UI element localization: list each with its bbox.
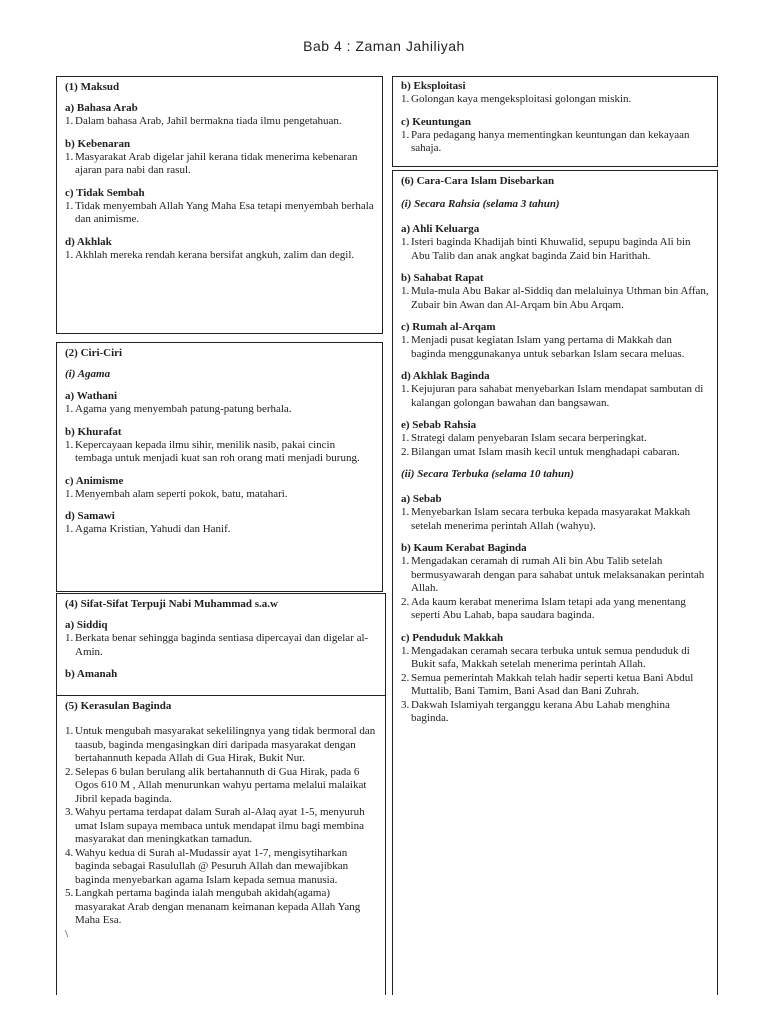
subsection	[65, 390, 374, 417]
section-content	[401, 80, 709, 156]
list-item	[65, 632, 377, 659]
point-list	[65, 439, 374, 466]
subsection-heading: a) Sebab	[401, 493, 442, 505]
list-item	[401, 596, 709, 623]
item-text: Wahyu pertama terdapat dalam Surah al-Alaq ayat 1-5, menyuruh umat Islam supaya membaca untuk mendapat ilmu bagi membina masyarakat dan meningkatkan tamadun.	[75, 806, 365, 845]
item-number: 1.	[401, 506, 410, 518]
item-number: 1.	[65, 523, 74, 535]
subsection-heading: a) Siddiq	[65, 619, 108, 631]
item-text: Menyebarkan Islam secara terbuka kepada masyarakat Makkah setelah menerima perintah Allah (wahyu).	[411, 506, 691, 532]
item-text: Golongan kaya mengeksploitasi golongan miskin.	[411, 93, 632, 105]
subsection-heading: a) Wathani	[65, 390, 118, 402]
section-title: (5) Kerasulan Baginda	[65, 700, 172, 712]
list-item	[65, 200, 374, 227]
item-number: 1.	[401, 555, 410, 567]
list-item	[401, 383, 709, 410]
subsection	[401, 80, 709, 107]
section-title: (2) Ciri-Ciri	[65, 347, 123, 359]
list-item	[401, 446, 709, 460]
box-eksploitasi	[392, 76, 718, 167]
list-item	[401, 432, 709, 446]
subsection	[401, 370, 709, 410]
point-list	[401, 645, 709, 726]
subsection-heading: c) Tidak Sembah	[65, 186, 145, 199]
subsection-heading: a) Bahasa Arab	[65, 102, 138, 114]
point-list	[65, 488, 374, 502]
list-item	[65, 766, 377, 807]
point-list	[401, 285, 709, 312]
subsection-heading: b) Khurafat	[65, 425, 122, 438]
subsection-heading: b) Kebenaran	[65, 137, 131, 150]
item-number: 1.	[65, 199, 74, 212]
item-number: 1.	[401, 285, 410, 297]
item-number: 2.	[65, 765, 74, 778]
item-text: Bilangan umat Islam masih kecil untuk menghadapi cabaran.	[411, 445, 680, 458]
subsection	[401, 542, 709, 623]
subsection	[401, 223, 709, 263]
list-item	[401, 236, 709, 263]
item-number: 2.	[401, 671, 410, 684]
section-subtitle: (ii) Secara Terbuka (selama 10 tahun)	[401, 468, 574, 480]
item-number: 1.	[401, 432, 410, 444]
item-text: Untuk mengubah masyarakat sekelilingnya yang tidak bermoral dan taasub, baginda mengasingkan diri daripada masyarakat dengan bertahannuth kepada Allah di Gua Hirak, Bukit Nur.	[75, 725, 376, 764]
point-list	[401, 506, 709, 533]
item-text: Mula-mula Abu Bakar al-Siddiq dan melaluinya Uthman bin Affan, Zubair bin Awan dan Al-Arqam bin Abu Arqam.	[411, 285, 709, 311]
subsection	[401, 272, 709, 312]
item-text: Langkah pertama baginda ialah mengubah akidah(agama) masyarakat Arab dengan menanam keimanan kepada Allah Yang Maha Esa.	[75, 887, 361, 926]
item-text: Ada kaum kerabat menerima Islam tetapi ada yang menentang seperti Abu Lahab, bapa saudara baginda.	[411, 595, 686, 621]
item-text: Dakwah Islamiyah terganggu kerana Abu Lahab menghina baginda.	[411, 698, 670, 724]
subsection-heading: b) Kaum Kerabat Baginda	[401, 542, 527, 554]
item-number: 1.	[401, 334, 410, 346]
subsection-heading: d) Akhlak Baginda	[401, 370, 490, 382]
item-text: Isteri baginda Khadijah binti Khuwalid, sepupu baginda Ali bin Abu Talib dan anak angkat baginda Zaid bin Harithah.	[411, 236, 691, 262]
box-maksud	[56, 76, 383, 334]
subsection	[65, 426, 374, 466]
subsection-heading: b) Sahabat Rapat	[401, 272, 484, 284]
subsection-heading: e) Sebab Rahsia	[401, 419, 477, 431]
point-list	[65, 523, 374, 537]
item-text: Menjadi pusat kegiatan Islam yang pertama di Makkah dan baginda menggunakanya untuk sebarkan Islam secara meluas.	[411, 334, 685, 360]
subsection-heading: c) Penduduk Makkah	[401, 631, 504, 644]
list-item	[65, 488, 374, 502]
point-list	[65, 403, 374, 417]
item-text: Dalam bahasa Arab, Jahil bermakna tiada ilmu pengetahuan.	[75, 115, 342, 127]
item-text: Para pedagang hanya mementingkan keuntungan dan kekayaan sahaja.	[411, 128, 690, 154]
item-number: 1.	[401, 383, 410, 395]
section-title: (6) Cara-Cara Islam Disebarkan	[401, 175, 555, 187]
subsection	[65, 668, 377, 681]
item-number: 1.	[65, 150, 74, 163]
point-list	[65, 115, 374, 129]
item-text: Agama Kristian, Yahudi dan Hanif.	[75, 523, 231, 535]
item-number: 2.	[401, 445, 410, 458]
section-content	[401, 493, 709, 726]
subsection-heading: b) Eksploitasi	[401, 80, 466, 92]
subsection	[401, 419, 709, 459]
subsection-heading: c) Rumah al-Arqam	[401, 321, 496, 333]
box-ciri	[56, 342, 383, 592]
subsection	[65, 510, 374, 537]
section-subtitle: (i) Secara Rahsia (selama 3 tahun)	[401, 198, 560, 210]
item-number: 1.	[65, 725, 74, 737]
item-text: Masyarakat Arab digelar jahil kerana tidak menerima kebenaran ajaran para nabi dan rasul.	[75, 150, 358, 176]
point-list	[65, 632, 377, 659]
section-content	[65, 619, 377, 681]
item-text: Mengadakan ceramah di rumah Ali bin Abu Talib setelah bermusyawarah dengan para sahabat untuk melaksanakan perintah Allah.	[411, 555, 705, 594]
section-subtitle: (i) Agama	[65, 368, 111, 380]
subsection	[65, 138, 374, 178]
item-number: 1.	[401, 93, 410, 105]
point-list	[401, 236, 709, 263]
point-list	[65, 249, 374, 263]
point-list	[401, 432, 709, 459]
subsection-heading: b) Amanah	[65, 668, 118, 680]
list-item	[401, 334, 709, 361]
point-list	[401, 383, 709, 410]
list-item	[65, 249, 374, 263]
list-item	[401, 645, 709, 672]
item-text: Agama yang menyembah patung-patung berhala.	[75, 403, 292, 415]
item-number: 3.	[65, 806, 74, 818]
item-text: Menyembah alam seperti pokok, batu, matahari.	[75, 487, 288, 500]
point-list	[401, 129, 709, 156]
section-content	[401, 223, 709, 459]
list-item	[401, 285, 709, 312]
section-content	[65, 390, 374, 537]
subsection-heading: c) Animisme	[65, 474, 124, 487]
item-number: 1.	[65, 115, 74, 127]
subsection-heading: c) Keuntungan	[401, 115, 471, 128]
item-number: 1.	[401, 236, 410, 248]
item-number: 1.	[65, 487, 74, 500]
item-number: 1.	[401, 128, 410, 141]
list-item	[401, 129, 709, 156]
subsection	[401, 493, 709, 533]
item-number: 1.	[65, 438, 74, 451]
subsection	[65, 236, 374, 263]
item-number: 2.	[401, 595, 410, 608]
subsection	[65, 102, 374, 129]
item-number: 4.	[65, 846, 74, 859]
point-list	[65, 200, 374, 227]
item-text: Selepas 6 bulan berulang alik bertahannuth di Gua Hirak, pada 6 Ogos 610 M , Allah menurunkan wahyu pertama melalui malaikat Jibril kepada baginda.	[75, 765, 367, 805]
item-text: Akhlah mereka rendah kerana bersifat angkuh, zalim dan degil.	[75, 248, 355, 261]
list-item	[65, 115, 374, 129]
list-item	[65, 806, 377, 847]
section-content	[65, 102, 374, 262]
subsection-heading: d) Samawi	[65, 510, 115, 522]
list-item	[401, 672, 709, 699]
subsection	[65, 619, 377, 659]
list-item	[401, 506, 709, 533]
list-item	[65, 439, 374, 466]
subsection-heading: d) Akhlak	[65, 235, 112, 248]
item-number: 1.	[65, 248, 74, 261]
list-item	[65, 151, 374, 178]
item-number: 1.	[401, 644, 410, 657]
item-text: Kejujuran para sahabat menyebarkan Islam mendapat sambutan di kalangan golongan bawahan dan bangsawan.	[411, 383, 704, 409]
list-item	[65, 523, 374, 537]
subsection-heading: a) Ahli Keluarga	[401, 223, 480, 235]
subsection	[401, 321, 709, 361]
box-sifat	[56, 593, 386, 696]
item-text: Mengadakan ceramah secara terbuka untuk semua penduduk di Bukit safa, Makkah setelah menerima perintah Allah.	[411, 644, 690, 670]
subsection	[401, 116, 709, 156]
point-list	[401, 555, 709, 623]
point-list	[401, 334, 709, 361]
page-title: Bab 4 : Zaman Jahiliyah	[303, 38, 465, 54]
section-title: (4) Sifat-Sifat Terpuji Nabi Muhammad s.a.w	[65, 598, 278, 610]
trailing-mark: \	[65, 927, 69, 940]
point-list	[65, 151, 374, 178]
list-item	[401, 555, 709, 596]
list-item	[65, 847, 377, 888]
list-item	[65, 725, 377, 766]
item-number: 1.	[65, 632, 74, 644]
point-list	[401, 93, 709, 107]
item-text: Strategi dalam penyebaran Islam secara berperingkat.	[411, 432, 647, 444]
item-number: 1.	[65, 403, 74, 415]
box-kerasulan	[56, 695, 386, 995]
item-text: Tidak menyembah Allah Yang Maha Esa tetapi menyembah berhala dan animisme.	[75, 199, 374, 225]
list-item	[65, 403, 374, 417]
item-text: Berkata benar sehingga baginda sentiasa dipercayai dan digelar al-Amin.	[75, 632, 369, 658]
section-title: (1) Maksud	[65, 81, 120, 93]
subsection	[401, 632, 709, 726]
box-cara	[392, 170, 718, 995]
kerasulan-list	[65, 725, 377, 928]
list-item	[401, 93, 709, 107]
item-number: 3.	[401, 698, 410, 711]
list-item	[65, 887, 377, 928]
item-text: Semua pemerintah Makkah telah hadir seperti ketua Bani Abdul Muttalib, Bani Tamim, Bani Asad dan Bani Zuhrah.	[411, 671, 694, 697]
item-text: Wahyu kedua di Surah al-Mudassir ayat 1-7, mengisytiharkan baginda sebagai Rasulullah @ Pesuruh Allah dan mewajibkan baginda menyebarkan agama Islam kepada semua manusia.	[75, 846, 349, 886]
item-text: Kepercayaan kepada ilmu sihir, menilik nasib, pakai cincin tembaga untuk menjadi kuat san roh orang mati menjadi burung.	[75, 438, 360, 464]
item-number: 5.	[65, 887, 74, 899]
subsection	[65, 187, 374, 227]
subsection	[65, 475, 374, 502]
list-item	[401, 699, 709, 726]
